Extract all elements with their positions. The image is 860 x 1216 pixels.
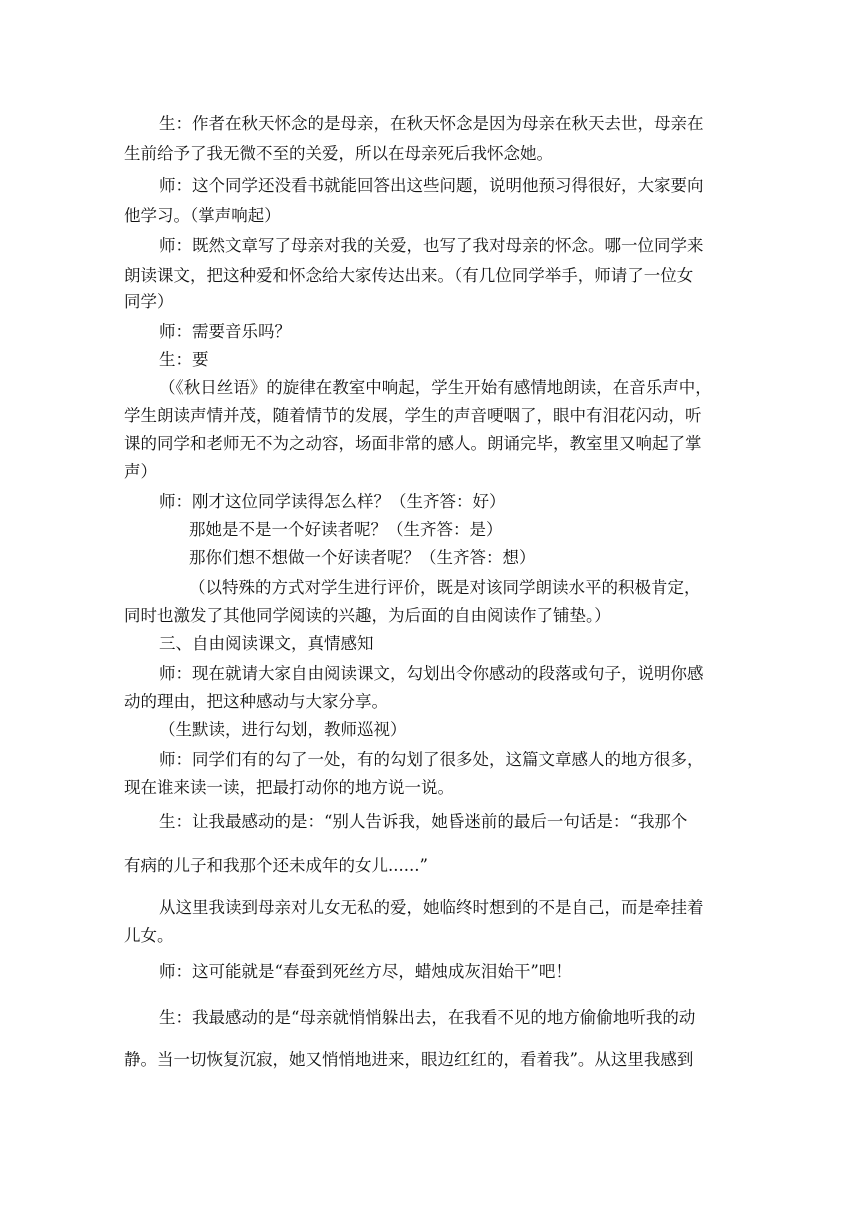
- text-line: 声）: [124, 462, 157, 481]
- text-line: 有病的儿子和我那个还未成年的女儿......”: [124, 856, 428, 875]
- text-line: 从这里我读到母亲对儿女无私的爱，她临终时想到的不是自己，而是牵挂着: [159, 898, 704, 917]
- text-line: 师：这可能就是“春蚕到死丝方尽，蜡烛成灰泪始干”吧！: [159, 962, 572, 981]
- text-line: 儿女。: [124, 926, 174, 945]
- text-line: 生：让我最感动的是：“别人告诉我，她昏迷前的最后一句话是：“我那个: [159, 812, 688, 831]
- text-line: 师：刚才这位同学读得怎么样？（生齐答：好）: [159, 492, 506, 511]
- text-line: 那她是不是一个好读者呢？（生齐答：是）: [189, 520, 503, 539]
- text-line: 现在谁来读一读，把最打动你的地方说一说。: [124, 778, 454, 797]
- text-line: 师：需要音乐吗？: [159, 322, 291, 341]
- text-line: （以特殊的方式对学生进行评价，既是对该同学朗读水平的积极肯定，: [189, 578, 701, 597]
- text-line: 静。当一切恢复沉寂，她又悄悄地进来，眼边红红的，看着我”。从这里我感到: [124, 1050, 694, 1069]
- text-line: 朗读课文，把这种爱和怀念给大家传达出来。（有几位同学举手，师请了一位女: [124, 266, 694, 285]
- text-line: 课的同学和老师无不为之动容，场面非常的感人。朗诵完毕，教室里又响起了掌: [124, 434, 702, 453]
- text-line: 学生朗读声情并茂，随着情节的发展，学生的声音哽咽了，眼中有泪花闪动，听: [124, 406, 702, 425]
- text-line: （生默读，进行勾划，教师巡视）: [159, 720, 407, 739]
- section-heading: 三、自由阅读课文，真情感知: [159, 634, 374, 653]
- text-line: 生：要: [159, 350, 209, 369]
- text-line: 师：这个同学还没看书就能回答出这些问题，说明他预习得很好，大家要向: [159, 176, 704, 195]
- text-line: 生前给予了我无微不至的关爱，所以在母亲死后我怀念她。: [124, 144, 553, 163]
- text-line: 动的理由，把这种感动与大家分享。: [124, 692, 388, 711]
- text-line: 生：我最感动的是“母亲就悄悄躲出去，在我看不见的地方偷偷地听我的动: [159, 1008, 696, 1027]
- text-line: （《秋日丝语》的旋律在教室中响起，学生开始有感情地朗读，在音乐声中，: [159, 378, 712, 397]
- text-line: 生：作者在秋天怀念的是母亲，在秋天怀念是因为母亲在秋天去世，母亲在: [159, 114, 704, 133]
- text-line: 同时也激发了其他同学阅读的兴趣，为后面的自由阅读作了铺垫。）: [124, 606, 611, 625]
- text-line: 同学）: [124, 292, 174, 311]
- text-line: 师：既然文章写了母亲对我的关爱，也写了我对母亲的怀念。哪一位同学来: [159, 236, 704, 255]
- text-line: 那你们想不想做一个好读者呢？（生齐答：想）: [189, 548, 536, 567]
- text-line: 师：同学们有的勾了一处，有的勾划了很多处，这篇文章感人的地方很多，: [159, 750, 704, 769]
- text-line: 他学习。（掌声响起）: [124, 206, 281, 225]
- text-line: 师：现在就请大家自由阅读课文，勾划出令你感动的段落或句子，说明你感: [159, 664, 704, 683]
